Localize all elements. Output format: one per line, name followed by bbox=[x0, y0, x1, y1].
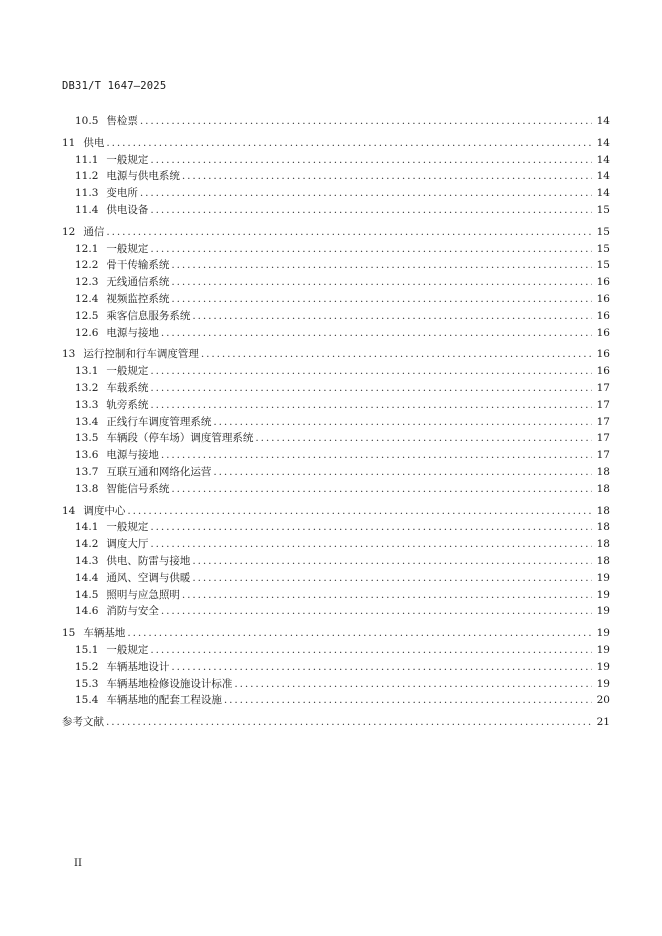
toc-entry-title: 电源与供电系统 bbox=[106, 170, 180, 183]
toc-entry[interactable] bbox=[0, 238, 610, 255]
toc-entry-number: 11.2 bbox=[75, 170, 99, 183]
toc-entry-number: 13.3 bbox=[75, 398, 99, 411]
toc-entry-number: 14.4 bbox=[75, 571, 99, 584]
toc-entry-title: 乘客信息服务系统 bbox=[106, 309, 191, 322]
toc-entry[interactable] bbox=[0, 254, 610, 271]
toc-leader-dots bbox=[150, 399, 592, 411]
toc-entry-title: 车辆基地检修设施设计标准 bbox=[106, 677, 233, 690]
toc-entry[interactable] bbox=[0, 550, 610, 567]
toc-entry[interactable] bbox=[0, 343, 610, 360]
toc-entry-page: 18 bbox=[596, 482, 610, 495]
toc-entry-title: 一般规定 bbox=[106, 153, 149, 166]
toc-entry-page: 17 bbox=[596, 432, 610, 445]
toc-entry-title: 供电 bbox=[83, 136, 105, 149]
toc-leader-dots bbox=[161, 449, 592, 461]
toc-entry-page: 14 bbox=[596, 153, 610, 166]
toc-entry-number: 13.1 bbox=[75, 365, 99, 378]
toc-leader-dots bbox=[171, 293, 592, 305]
toc-leader-dots bbox=[150, 382, 592, 394]
toc-entry-number: 12.3 bbox=[75, 276, 99, 289]
toc-entry-number: 14.1 bbox=[75, 521, 99, 534]
toc-entry[interactable] bbox=[0, 182, 610, 199]
toc-entry-page: 15 bbox=[596, 225, 610, 238]
toc-entry-title: 车辆基地的配套工程设施 bbox=[106, 694, 222, 707]
toc-entry[interactable] bbox=[0, 656, 610, 673]
toc-leader-dots bbox=[150, 644, 592, 656]
toc-entry-number: 14.5 bbox=[75, 588, 99, 601]
toc-entry-page: 17 bbox=[596, 382, 610, 394]
toc-entry-page: 16 bbox=[596, 293, 610, 305]
toc-leader-dots bbox=[171, 276, 592, 288]
toc-leader-dots bbox=[106, 226, 592, 238]
toc-entry-number: 13.2 bbox=[75, 382, 99, 394]
toc-entry[interactable] bbox=[0, 622, 610, 639]
toc-entry-number: 14.2 bbox=[75, 538, 99, 551]
toc-entry-title: 车辆基地设计 bbox=[106, 660, 170, 673]
toc-entry-title: 变电所 bbox=[106, 187, 138, 200]
toc-entry-number: 14.3 bbox=[75, 555, 99, 567]
toc-entry-title: 消防与安全 bbox=[106, 605, 159, 618]
toc-entry[interactable] bbox=[0, 600, 610, 617]
toc-entry-number: 13.5 bbox=[75, 432, 99, 445]
toc-entry-number: 11.4 bbox=[75, 204, 99, 216]
toc-entry[interactable] bbox=[0, 149, 610, 166]
toc-leader-dots bbox=[182, 589, 592, 601]
toc-entry-page: 18 bbox=[596, 538, 610, 551]
toc-entry-title: 通信 bbox=[83, 225, 105, 238]
toc-leader-dots bbox=[150, 243, 592, 255]
toc-entry-page: 14 bbox=[596, 187, 610, 200]
toc-entry-page: 15 bbox=[596, 259, 610, 272]
toc-entry-title: 调度中心 bbox=[83, 504, 126, 517]
toc-leader-dots bbox=[213, 466, 592, 478]
toc-entry-number: 15.1 bbox=[75, 644, 99, 656]
toc-entry-title: 售检票 bbox=[106, 115, 138, 127]
toc-entry-page: 18 bbox=[596, 555, 610, 567]
toc-entry-title: 供电设备 bbox=[106, 204, 149, 216]
toc-leader-dots bbox=[106, 137, 592, 149]
toc-leader-dots bbox=[150, 365, 592, 377]
toc-entry[interactable] bbox=[0, 584, 610, 601]
toc-entry-title: 互联互通和网络化运营 bbox=[106, 466, 212, 478]
document-code: DB31/T 1647—2025 bbox=[62, 80, 167, 92]
toc-entry-page: 18 bbox=[596, 504, 610, 517]
toc-entry-title: 一般规定 bbox=[106, 644, 149, 656]
toc-leader-dots bbox=[161, 327, 592, 339]
toc-entry-title: 通风、空调与供暖 bbox=[106, 571, 191, 584]
toc-entry[interactable] bbox=[0, 132, 610, 149]
toc-entry[interactable] bbox=[0, 411, 610, 428]
toc-leader-dots bbox=[150, 154, 592, 166]
toc-entry-title: 车辆基地 bbox=[83, 627, 126, 640]
toc-entry-number: 12.6 bbox=[75, 326, 99, 339]
toc-entry[interactable] bbox=[0, 199, 610, 216]
toc-entry-number: 14 bbox=[62, 504, 76, 517]
toc-entry-title: 一般规定 bbox=[106, 242, 149, 255]
toc-entry-title: 供电、防雷与接地 bbox=[106, 555, 191, 567]
toc-entry-page: 19 bbox=[596, 677, 610, 690]
toc-entry-number: 12.2 bbox=[75, 259, 99, 272]
toc-entry-title: 调度大厅 bbox=[106, 538, 149, 551]
toc-entry[interactable] bbox=[0, 305, 610, 322]
toc-leader-dots bbox=[213, 416, 592, 428]
toc-leader-dots bbox=[224, 694, 592, 706]
toc-entry-page: 18 bbox=[596, 521, 610, 534]
toc-entry[interactable] bbox=[0, 500, 610, 517]
toc-leader-dots bbox=[192, 572, 592, 584]
toc-entry-title: 正线行车调度管理系统 bbox=[106, 415, 212, 428]
toc-leader-dots bbox=[182, 170, 592, 182]
toc-entry[interactable] bbox=[0, 689, 610, 706]
toc-leader-dots bbox=[171, 661, 592, 673]
toc-leader-dots bbox=[150, 204, 592, 216]
toc-entry-number: 13.4 bbox=[75, 415, 99, 428]
toc-entry[interactable] bbox=[0, 711, 610, 728]
toc-entry-page: 14 bbox=[596, 115, 610, 127]
toc-entry[interactable] bbox=[0, 673, 610, 690]
toc-leader-dots bbox=[140, 187, 592, 199]
toc-entry-page: 17 bbox=[596, 398, 610, 411]
toc-leader-dots bbox=[255, 432, 592, 444]
toc-entry-page: 16 bbox=[596, 326, 610, 339]
toc-entry[interactable] bbox=[0, 639, 610, 656]
toc-entry-page: 16 bbox=[596, 309, 610, 322]
toc-leader-dots bbox=[140, 115, 592, 127]
toc-entry-number: 11.1 bbox=[75, 153, 99, 166]
toc-leader-dots bbox=[171, 483, 592, 495]
toc-entry-page: 16 bbox=[596, 365, 610, 378]
toc-entry-number: 15.2 bbox=[75, 660, 99, 673]
toc-entry-page: 17 bbox=[596, 415, 610, 428]
toc-entry-page: 19 bbox=[596, 571, 610, 584]
toc-entry-page: 19 bbox=[596, 660, 610, 673]
toc-entry-title: 智能信号系统 bbox=[106, 482, 170, 495]
toc-entry-page: 21 bbox=[596, 716, 610, 729]
toc-entry-title: 一般规定 bbox=[106, 365, 149, 378]
toc-entry-number: 12.4 bbox=[75, 293, 99, 305]
toc-entry-page: 15 bbox=[596, 204, 610, 216]
toc-entry-number: 10.5 bbox=[75, 115, 99, 127]
toc-leader-dots bbox=[106, 716, 592, 728]
toc-entry-page: 19 bbox=[596, 627, 610, 640]
toc-leader-dots bbox=[150, 538, 592, 550]
toc-entry-title: 照明与应急照明 bbox=[106, 588, 180, 601]
toc-entry[interactable] bbox=[0, 322, 610, 339]
toc-entry-number: 15 bbox=[62, 627, 76, 640]
toc-entry-page: 17 bbox=[596, 449, 610, 462]
toc-entry[interactable] bbox=[0, 271, 610, 288]
toc-entry[interactable] bbox=[0, 427, 610, 444]
toc-entry-number: 15.3 bbox=[75, 677, 99, 690]
toc-entry-number: 13 bbox=[62, 348, 76, 361]
toc-entry[interactable] bbox=[0, 288, 610, 305]
toc-entry-page: 20 bbox=[596, 694, 610, 707]
toc-entry[interactable] bbox=[0, 516, 610, 533]
toc-entry[interactable] bbox=[0, 478, 610, 495]
toc-entry[interactable] bbox=[0, 377, 610, 394]
toc-leader-dots bbox=[161, 605, 592, 617]
toc-entry-number: 11 bbox=[62, 136, 76, 149]
toc-entry-number: 11.3 bbox=[75, 187, 99, 200]
toc-entry-title: 电源与接地 bbox=[106, 449, 159, 462]
toc-entry-number: 15.4 bbox=[75, 694, 99, 707]
toc-entry-title: 骨干传输系统 bbox=[106, 259, 170, 272]
toc-entry-page: 14 bbox=[596, 170, 610, 183]
toc-entry-page: 16 bbox=[596, 276, 610, 289]
toc-entry-number: 12.1 bbox=[75, 242, 99, 255]
toc-entry[interactable] bbox=[0, 533, 610, 550]
toc-entry[interactable] bbox=[0, 444, 610, 461]
toc-leader-dots bbox=[192, 310, 592, 322]
toc-entry-title: 一般规定 bbox=[106, 521, 149, 534]
toc-entry-title: 电源与接地 bbox=[106, 326, 159, 339]
toc-entry-number: 13.7 bbox=[75, 466, 99, 478]
toc-entry-number: 12 bbox=[62, 225, 76, 238]
toc-entry[interactable] bbox=[0, 360, 610, 377]
toc-entry-title: 车辆段（停车场）调度管理系统 bbox=[106, 432, 254, 445]
toc-entry-title: 无线通信系统 bbox=[106, 276, 170, 289]
toc-leader-dots bbox=[192, 555, 592, 567]
toc-entry-title: 车载系统 bbox=[106, 382, 149, 394]
toc-entry-page: 16 bbox=[596, 348, 610, 361]
toc-entry-page: 19 bbox=[596, 605, 610, 618]
toc-entry-page: 15 bbox=[596, 242, 610, 255]
toc-entry-page: 19 bbox=[596, 588, 610, 601]
toc-leader-dots bbox=[201, 348, 592, 360]
toc-leader-dots bbox=[127, 627, 592, 639]
toc-entry-title: 参考文献 bbox=[62, 716, 104, 729]
toc-entry-page: 19 bbox=[596, 644, 610, 656]
toc-entry-number: 12.5 bbox=[75, 309, 99, 322]
toc-entry[interactable] bbox=[0, 567, 610, 584]
footer-page-number: II bbox=[74, 858, 82, 869]
toc-entry-number: 14.6 bbox=[75, 605, 99, 618]
toc-entry-number: 13.6 bbox=[75, 449, 99, 462]
toc-leader-dots bbox=[234, 678, 592, 690]
toc-entry-title: 运行控制和行车调度管理 bbox=[83, 348, 199, 361]
toc-entry-number: 13.8 bbox=[75, 482, 99, 495]
toc-leader-dots bbox=[127, 505, 592, 517]
toc-entry-title: 视频监控系统 bbox=[106, 293, 170, 305]
toc-entry-page: 18 bbox=[596, 466, 610, 478]
toc-entry[interactable] bbox=[0, 221, 610, 238]
toc-entry-page: 14 bbox=[596, 136, 610, 149]
toc-entry[interactable] bbox=[0, 110, 610, 127]
toc-leader-dots bbox=[150, 521, 592, 533]
toc-entry[interactable] bbox=[0, 461, 610, 478]
toc-entry-title: 轨旁系统 bbox=[106, 398, 149, 411]
toc-leader-dots bbox=[171, 259, 592, 271]
toc-entry[interactable] bbox=[0, 394, 610, 411]
toc-entry[interactable] bbox=[0, 165, 610, 182]
